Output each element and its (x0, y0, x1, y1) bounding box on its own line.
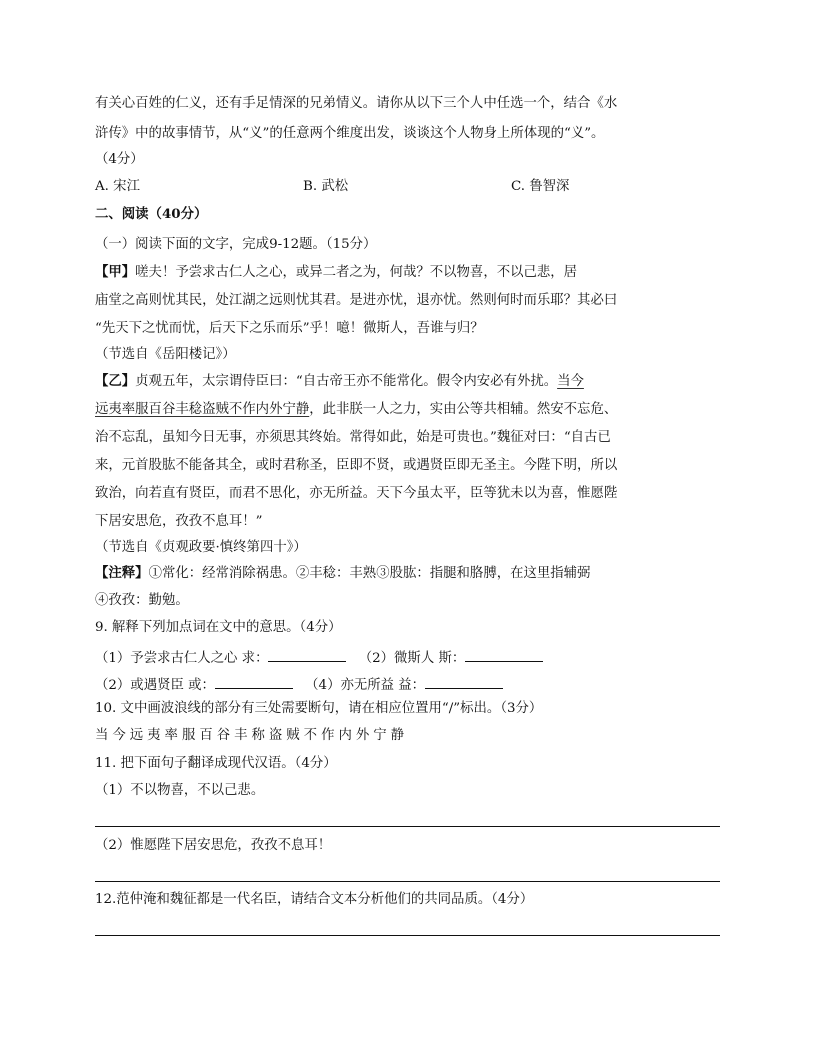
jia-source: （节选自《岳阳楼记》） (95, 347, 236, 362)
jia-tag: 【甲】 (95, 264, 136, 280)
yi-line-5: 致治，向若直有贤臣，而君不思化，亦无所益。天下今虽太平，臣等犹未以为喜，惟愿陛 (95, 486, 618, 501)
answer-blank-2[interactable] (465, 649, 543, 662)
q9-item-2-label: （2）微斯人 斯： (358, 651, 466, 666)
q9-item-4-label: （4）亦无所益 益： (305, 678, 426, 693)
option-a: A. 宋江 (95, 179, 140, 194)
jia-line-2: 庙堂之高则忧其民，处江湖之远则忧其君。是进亦忧，退亦忧。然则何时而乐耶？其必曰 (95, 293, 618, 308)
yi-line-6: 下居安思危，孜孜不息耳！” (95, 514, 263, 529)
q9-item-3-label: （2）或遇贤臣 或： (95, 678, 215, 693)
intro-line-2: 浒传》中的故事情节，从“义”的任意两个维度出发，谈谈这个人物身上所体现的“义”。 (95, 126, 605, 141)
yi-text-1: 贞观五年，太宗谓侍臣曰：“自古帝王亦不能常化。假令内安必有外扰。 (135, 374, 558, 389)
answer-blank-4[interactable] (425, 676, 503, 689)
notes-tag: 【注释】 (95, 565, 149, 581)
notes-line-1 (95, 567, 590, 580)
answer-line-3[interactable] (95, 935, 720, 936)
notes-line-2: ④孜孜：勤勉。 (95, 593, 189, 608)
q12-title: 12.范仲淹和魏征都是一代名臣，请结合文本分析他们的共同品质。（4分） (95, 892, 534, 907)
yi-line-1 (95, 375, 584, 388)
intro-line-1: 有关心百姓的仁义，还有手足情深的兄弟情义。请你从以下三个人中任选一个，结合《水 (95, 96, 618, 111)
yi-source: （节选自《贞观政要·慎终第四十》） (95, 540, 307, 555)
yi-line-4: 来，元首股肱不能备其全，或时君称圣，臣即不贤，或遇贤臣即无圣主。今陛下明，所以 (95, 458, 618, 473)
yi-text-2: ，此非朕一人之力，实由公等共相辅。然安不忘危、 (309, 402, 618, 417)
answer-line-2[interactable] (95, 881, 720, 882)
wavy-passage: 远夷率服百谷丰稔盗贼不作内外宁静 (95, 402, 310, 417)
q9-row-1 (95, 649, 543, 665)
yi-line-3: 治不忘乱，虽知今日无事，亦须思其终始。常得如此，始是可贵也。”魏征对曰：“自古已 (95, 430, 611, 445)
intro-score: （4分） (95, 152, 144, 167)
part-one-instruction: （一）阅读下面的文字，完成9-12题。（15分） (95, 237, 377, 252)
answer-blank-3[interactable] (215, 676, 293, 689)
answer-line-1[interactable] (95, 826, 720, 827)
answer-blank-1[interactable] (268, 649, 346, 662)
yi-tag: 【乙】 (95, 373, 136, 389)
wavy-passage-start: 当今 (557, 374, 584, 389)
q11-title: 11. 把下面句子翻译成现代汉语。（4分） (95, 756, 337, 771)
yi-line-2 (95, 403, 617, 416)
q9-row-2 (95, 676, 503, 692)
option-c: C. 鲁智深 (511, 179, 570, 194)
section-title: 二、阅读（40分） (95, 206, 208, 222)
jia-line-3: “先天下之忧而忧，后天下之乐而乐”乎！噫！微斯人，吾谁与归？ (95, 321, 484, 336)
q11-sentence-1: （1）不以物喜，不以己悲。 (95, 783, 265, 798)
jia-text-1: 嗟夫！予尝求古仁人之心，或异二者之为，何哉？不以物喜，不以己悲，居 (135, 265, 578, 280)
q10-title: 10. 文中画波浪线的部分有三处需要断句，请在相应位置用“/”标出。（3分） (95, 701, 543, 716)
q11-sentence-2: （2）惟愿陛下居安思危，孜孜不息耳！ (95, 838, 332, 853)
q10-text: 当今远夷率服百谷丰称盗贼不作内外宁静 (95, 728, 409, 743)
q9-title: 9. 解释下列加点词在文中的意思。（4分） (95, 620, 342, 635)
q9-item-1-label: （1）予尝求古仁人之心 求： (95, 651, 269, 666)
jia-line-1 (95, 266, 577, 279)
notes-text-1: ①常化：经常消除祸患。②丰稔：丰熟③股肱：指腿和胳膊，在这里指辅弼 (148, 566, 591, 581)
option-b: B. 武松 (303, 179, 349, 194)
